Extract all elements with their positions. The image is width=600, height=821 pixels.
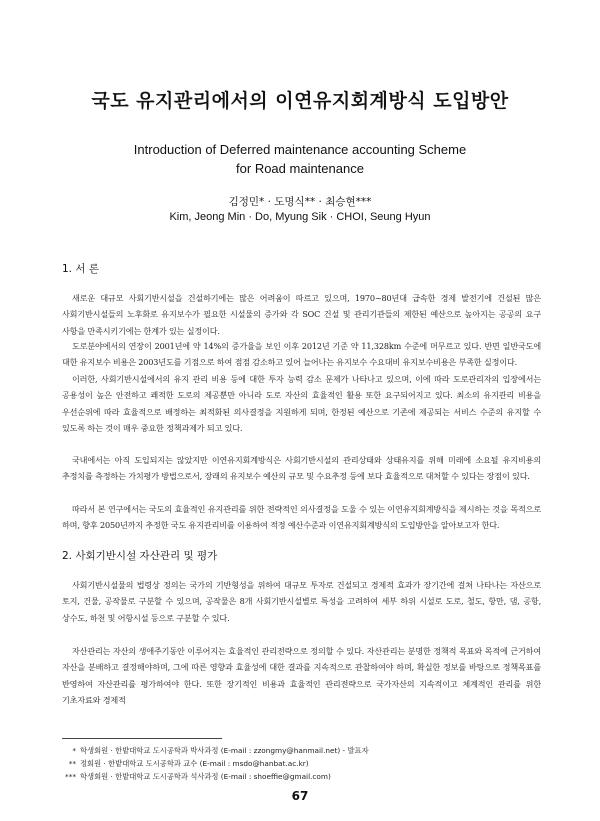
- footnotes: [62, 744, 541, 783]
- section-2-paragraph: 자산관리는 자산의 생애주기동안 이루어지는 효율적인 관리전략으로 정의할 수 있다. 자산관리는 분명한 정책적 목표와 목적에 근거하여 자산을 분배하고 결정해야하며, 그에 따른 영향과 효율성에 대한 결과를 지속적으로 관찰하여야 하며, 확실한 정보를 바탕으로 정책목표를 반영하여 자산관리를 평가하여야 한다. 또한 장기적인 비용과 효율적인 관리전략으로 국가자산의 지속적이고 체계적인 관리를 위한 기초자료와 경제적: [62, 646, 541, 705]
- section-1-heading: 1. 서 론: [62, 263, 99, 275]
- paper-title-korean: 국도 유지관리에서의 이연유지회계방식 도입방안: [91, 90, 509, 112]
- section-1-paragraph: 따라서 본 연구에서는 국도의 효율적인 유지관리를 위한 전략적인 의사결정을 도울 수 있는 이연유지회계방식을 제시하는 것을 목적으로 하며, 향후 2050년까지 추정한 국도 유지관리비를 이용하여 적정 예산수준과 이연유지회계방식의 도입방안을 알아보고자 한다.: [62, 504, 541, 531]
- footnote: [62, 744, 541, 757]
- section-1-paragraph: 도로분야에서의 연장이 2001년에 약 14%의 증가율을 보인 이후 2012년 기준 약 11,328km 수준에 머무르고 있다. 반면 일반국도에 대한 유지보수 비용은 2003년도를 기점으로 하여 점점 감소하고 있어 늘어나는 유지보수 수요대비 유지보수비용은 부족한 실정이다.: [62, 341, 541, 368]
- footnote-text: 정회원 · 한밭대학교 도시공학과 교수 (E-mail : msdo@hanbat.ac.kr): [80, 759, 309, 768]
- footnote-text: 학생회원 · 한밭대학교 도시공학과 석사과정 (E-mail : shoeffie@gmail.com): [80, 772, 331, 781]
- section-1-paragraph: 이러한, 사회기반시설에서의 유지 관리 비용 등에 대한 투자 능력 감소 문제가 나타나고 있으며, 이에 따라 도로관리자의 입장에서는 공용성이 높은 안전하고 쾌적한 도로의 제공뿐만 아니라 도로 자산의 효율적인 활용 또한 요구되어지고 있다. 최소의 유지관리 비용을 우선순위에 따라 효율적으로 배정하는 최적화된 의사결정을 지원하게 되며, 한정된 예산으로 기존에 제공되는 서비스 수준의 유지할 수 있도록 하는 것이 매우 중요한 정책과제가 되고 있다.: [62, 374, 541, 433]
- section-1-paragraph: 새로운 대규모 사회기반시설을 건설하기에는 많은 어려움이 따르고 있으며, 1970~80년대 급속한 경제 발전기에 건설된 많은 사회기반시설들의 노후화로 유지보수가 필요한 시설물의 증가와 각 SOC 건설 및 관리기관들의 제한된 예산으로 높아지는 공공의 요구 사항을 만족시키기에는 한계가 있는 실정이다.: [62, 293, 541, 336]
- footnote-text: 학생회원 · 한밭대학교 도시공학과 박사과정 (E-mail : zzongmy@hanmail.net) - 발표자: [80, 746, 369, 755]
- page-number: 67: [291, 789, 309, 803]
- footnote: [62, 770, 541, 783]
- footnote-mark: **: [68, 759, 76, 768]
- footnote-mark: *: [72, 746, 76, 755]
- footnote: [62, 757, 541, 770]
- paper-title-english-line-2: for Road maintenance: [236, 161, 364, 176]
- section-2-paragraph: 사회기반시설물의 법령상 정의는 국가의 기반형성을 위하여 대규모 투자로 건설되고 경제적 효과가 장기간에 걸쳐 나타나는 자산으로 토지, 건물, 공작물로 구분할 수 있으며, 공작물은 8개 사회기반시설별로 특성을 고려하여 세부 하위 시설로 도로, 철도, 항만, 댐, 공항, 상수도, 하천 및 어항시설 등으로 구분할 수 있다.: [62, 580, 541, 623]
- authors-korean: 김정민* · 도명식** · 최승현***: [228, 196, 372, 208]
- paper-title-english-line-1: Introduction of Deferred maintenance accounting Scheme: [133, 142, 467, 157]
- section-2-heading: 2. 사회기반시설 자산관리 및 평가: [62, 550, 218, 562]
- footnote-mark: ***: [65, 772, 76, 781]
- authors-english: Kim, Jeong Min · Do, Myung Sik · CHOI, Seung Hyun: [169, 211, 431, 223]
- paper-title-english: [0, 140, 600, 178]
- footnote-divider: [62, 738, 222, 739]
- section-1-paragraph: 국내에서는 아직 도입되지는 않았지만 이연유지회계방식은 사회기반시설의 관리상태와 상태유지를 위해 미래에 소요될 유지비용의 추정치를 측정하는 가치평가 방법으로서, 장래의 유지보수 예산의 규모 및 수요추정 등에 보다 효율적으로 대처할 수 있다는 장점이 있다.: [62, 455, 541, 482]
